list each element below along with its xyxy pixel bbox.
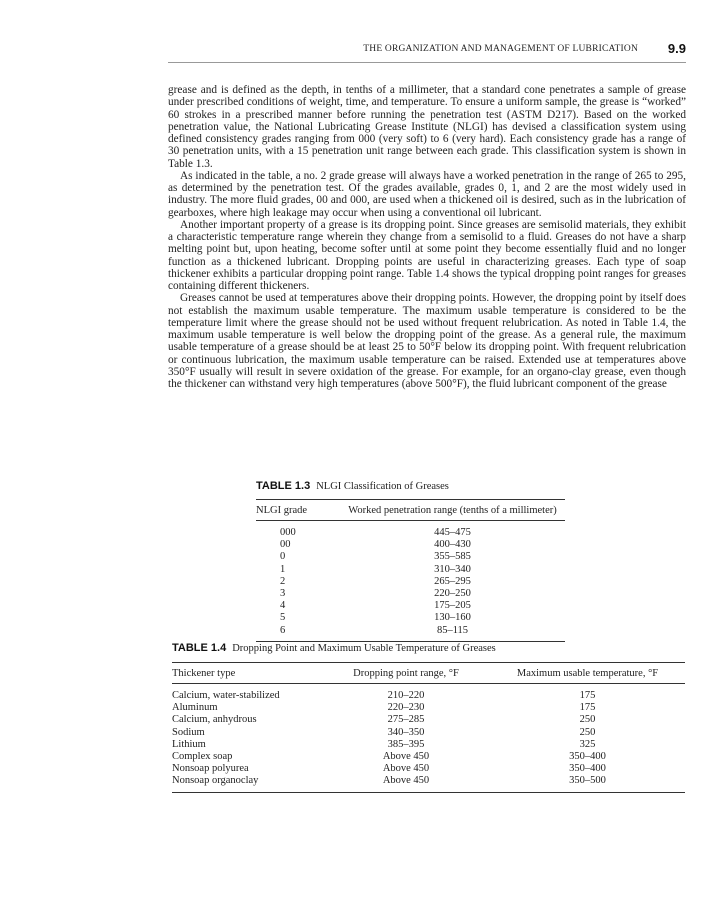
cell-penetration-range: 355–585 bbox=[434, 551, 471, 563]
table-row bbox=[172, 714, 685, 726]
cell-dropping-point: 340–350 bbox=[387, 726, 425, 738]
running-title: THE ORGANIZATION AND MANAGEMENT OF LUBRICATION bbox=[363, 44, 638, 54]
cell-dropping-point: 275–285 bbox=[387, 714, 425, 726]
body-text bbox=[168, 84, 686, 390]
table-row bbox=[256, 539, 565, 551]
col-nlgi-grade: NLGI grade bbox=[256, 500, 340, 521]
cell-nlgi-grade: 6 bbox=[280, 624, 286, 636]
col-thickener-type: Thickener type bbox=[172, 663, 322, 684]
cell-thickener-type: Sodium bbox=[172, 726, 205, 738]
cell-max-usable-temp: 250 bbox=[579, 726, 596, 738]
cell-thickener-type: Calcium, water-stabilized bbox=[172, 690, 280, 701]
cell-max-usable-temp: 350–500 bbox=[569, 775, 606, 787]
cell-thickener-type: Nonsoap organoclay bbox=[172, 775, 259, 787]
table-row bbox=[172, 739, 685, 751]
cell-dropping-point: Above 450 bbox=[382, 763, 430, 775]
table-row bbox=[256, 576, 565, 588]
table-1-4-title: Dropping Point and Maximum Usable Temperature of Greases bbox=[232, 643, 496, 654]
cell-thickener-type: Nonsoap polyurea bbox=[172, 763, 249, 775]
table-1-4-number: TABLE 1.4 bbox=[172, 642, 227, 654]
page-number: 9.9 bbox=[667, 41, 686, 56]
cell-penetration-range: 220–250 bbox=[434, 588, 471, 600]
col-dropping-point: Dropping point range, °F bbox=[322, 663, 490, 684]
table-1-3 bbox=[256, 480, 565, 642]
table-row bbox=[256, 625, 565, 642]
header-rule bbox=[168, 62, 686, 63]
cell-dropping-point: 210–220 bbox=[387, 690, 425, 701]
col-worked-penetration: Worked penetration range (tenths of a millimeter) bbox=[340, 500, 565, 521]
cell-nlgi-grade: 0 bbox=[280, 551, 286, 563]
table-1-3-title: NLGI Classification of Greases bbox=[316, 481, 449, 492]
paragraph-penetration: grease and is defined as the depth, in tenths of a millimeter, that a standard cone penetrates a sample of grease under prescribed conditions of weight, time, and temperature. To ensure a uniform sample, the grease is “worked” 60 strokes in a prescribed manner before running the penetration test (ASTM D217). Based on the worked penetration value, the National Lubricating Grease Institute (NLGI) has devised a classification system using defined consistency grades ranging from 000 (very soft) to 6 (very hard). Each consistency grade has a range of 30 penetration units, with a 15 penetration unit range between each grade. This classification system is shown in Table 1.3. bbox=[168, 84, 686, 170]
cell-penetration-range: 265–295 bbox=[434, 575, 471, 587]
cell-max-usable-temp: 325 bbox=[579, 738, 596, 750]
table-1-3-caption bbox=[256, 480, 565, 492]
cell-max-usable-temp: 350–400 bbox=[569, 763, 606, 775]
cell-dropping-point: 220–230 bbox=[387, 702, 425, 714]
cell-penetration-range: 445–475 bbox=[434, 527, 471, 538]
cell-nlgi-grade: 5 bbox=[280, 612, 286, 624]
table-row bbox=[172, 727, 685, 739]
cell-penetration-range: 130–160 bbox=[434, 612, 471, 624]
cell-thickener-type: Calcium, anhydrous bbox=[172, 714, 257, 726]
paragraph-dropping-point: Another important property of a grease is its dropping point. Since greases are semisolid materials, they exhibit a characteristic temperature range wherein they change from a semisolid to a fluid. Greases do not have a sharp melting point but, upon heating, become softer until at some point they become essentially fluid and no longer function as a thickened lubricant. Dropping points are useful in characterizing greases. Each type of soap thickener exhibits a particular dropping point range. Table 1.4 shows the typical dropping point ranges for greases containing different thickeners. bbox=[168, 218, 686, 292]
cell-penetration-range: 310–340 bbox=[434, 563, 471, 575]
cell-dropping-point: 385–395 bbox=[387, 738, 425, 750]
cell-penetration-range: 400–430 bbox=[434, 539, 471, 551]
cell-nlgi-grade: 2 bbox=[280, 575, 286, 587]
nlgi-classification-table bbox=[256, 499, 565, 642]
table-1-3-number: TABLE 1.3 bbox=[256, 480, 311, 492]
table-row bbox=[256, 564, 565, 576]
table-1-4-caption bbox=[172, 642, 685, 654]
table-row bbox=[172, 684, 685, 703]
table-row bbox=[256, 588, 565, 600]
table-row bbox=[172, 775, 685, 792]
cell-nlgi-grade: 4 bbox=[280, 600, 286, 612]
cell-penetration-range: 85–115 bbox=[436, 624, 469, 636]
cell-max-usable-temp: 250 bbox=[579, 714, 596, 726]
cell-thickener-type: Aluminum bbox=[172, 702, 218, 714]
table-row bbox=[256, 551, 565, 563]
paragraph-max-temperature: Greases cannot be used at temperatures above their dropping points. However, the dropping point by itself does not establish the maximum usable temperature. The maximum usable temperature is considered to be the temperature limit where the grease should not be used without frequent relubrication. As noted in Table 1.4, the maximum usable temperature is well below the dropping point of the grease. As a general rule, the maximum usable temperature of a grease should be at least 25 to 50°F below its dropping point. With frequent relubrication or continuous lubrication, the maximum usable temperature can be raised. Extended use at temperatures above 350°F usually will result in severe oxidation of the grease. For example, for an organo-clay grease, even though the thickener can withstand very high temperatures (above 500°F), the fluid lubricant component of the grease bbox=[168, 292, 686, 390]
cell-nlgi-grade: 3 bbox=[280, 588, 286, 600]
running-header bbox=[168, 40, 686, 60]
cell-max-usable-temp: 175 bbox=[579, 702, 596, 714]
dropping-point-table bbox=[172, 662, 685, 793]
cell-nlgi-grade: 1 bbox=[280, 563, 286, 575]
cell-thickener-type: Lithium bbox=[172, 738, 206, 750]
cell-max-usable-temp: 350–400 bbox=[569, 751, 606, 763]
cell-thickener-type: Complex soap bbox=[172, 751, 233, 763]
table-row bbox=[256, 521, 565, 540]
table-row bbox=[256, 612, 565, 624]
paragraph-grade-range: As indicated in the table, a no. 2 grade grease will always have a worked penetration in the range of 265 to 295, as determined by the penetration test. Of the grades available, grades 0, 1, and 2 are the most widely used in industry. The more fluid grades, 00 and 000, are used when a thickened oil is desired, such as in the lubrication of gearboxes, where high leakage may occur when using a conventional oil lubricant. bbox=[168, 169, 686, 219]
table-row bbox=[256, 600, 565, 612]
cell-dropping-point: Above 450 bbox=[382, 775, 430, 787]
col-max-usable-temp: Maximum usable temperature, °F bbox=[490, 663, 685, 684]
cell-max-usable-temp: 175 bbox=[579, 690, 596, 701]
table-1-4 bbox=[172, 642, 685, 793]
cell-penetration-range: 175–205 bbox=[434, 600, 471, 612]
table-row bbox=[172, 702, 685, 714]
table-row bbox=[172, 763, 685, 775]
cell-dropping-point: Above 450 bbox=[382, 751, 430, 763]
table-row bbox=[172, 751, 685, 763]
cell-nlgi-grade: 000 bbox=[280, 527, 296, 538]
cell-nlgi-grade: 00 bbox=[280, 539, 291, 551]
